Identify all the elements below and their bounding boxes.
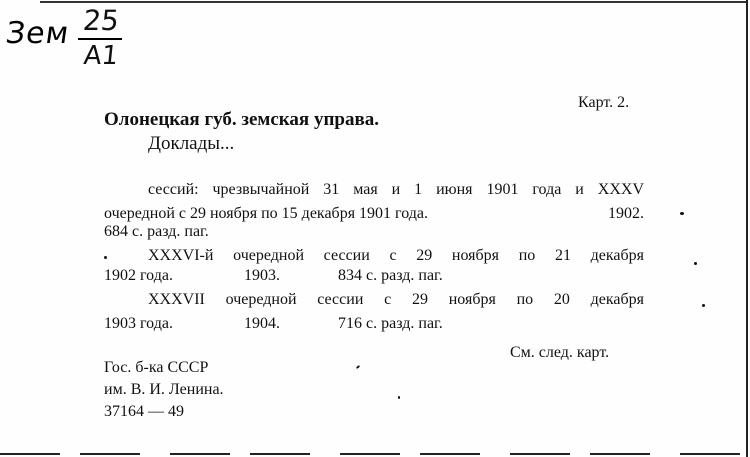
entry-1-year: 1902. bbox=[608, 205, 644, 222]
handwritten-shelfmark-fraction bbox=[78, 6, 124, 70]
library-inventory-number: 37164 — 49 bbox=[104, 403, 184, 420]
entry-2-line-1: XXXVI-й очередной сессии с 29 ноября по 21 декабря bbox=[148, 247, 644, 264]
fraction-bar bbox=[78, 38, 122, 40]
entry-1-line-1: сессий: чрезвычайной 31 мая и 1 июня 1901 года и XXXV bbox=[148, 181, 644, 198]
entry-2-line-2: 1902 года. bbox=[104, 267, 173, 284]
card-number: Карт. 2. bbox=[578, 94, 630, 111]
entry-3-line-1: XXXVII очередной сессии с 29 ноября по 20 декабря bbox=[148, 291, 644, 308]
handwritten-shelfmark-prefix: Зем bbox=[3, 16, 72, 51]
card-heading: Олонецкая губ. земская управа. bbox=[104, 109, 379, 130]
entry-3-line-2: 1903 года. bbox=[104, 315, 173, 332]
entry-2-year: 1903. bbox=[244, 267, 280, 284]
entry-1-line-3: 684 с. разд. паг. bbox=[104, 223, 209, 240]
scan-speck bbox=[398, 396, 400, 399]
scan-speck bbox=[694, 262, 697, 265]
card-right-edge bbox=[746, 0, 748, 457]
entry-2-pages: 834 с. разд. паг. bbox=[338, 267, 443, 284]
entry-1-line-2-row bbox=[104, 204, 644, 224]
see-next-card-note: См. след. карт. bbox=[510, 344, 610, 361]
library-name-line-2: им. В. И. Ленина. bbox=[104, 381, 224, 398]
card-top-edge bbox=[40, 1, 746, 3]
handwritten-shelfmark-numerator: 25 bbox=[81, 4, 121, 37]
entry-3-pages: 716 с. разд. паг. bbox=[338, 315, 443, 332]
card-subheading: Доклады... bbox=[148, 133, 235, 154]
scan-speck bbox=[702, 304, 705, 307]
entry-1-line-2: очередной с 29 ноября по 15 декабря 1901 года. bbox=[104, 205, 428, 222]
entry-3-year: 1904. bbox=[244, 315, 280, 332]
library-name-line-1: Гос. б-ка СССР bbox=[104, 359, 209, 376]
scan-speck bbox=[104, 256, 107, 259]
card-bottom-edge bbox=[0, 453, 750, 455]
scan-speck bbox=[356, 365, 360, 369]
handwritten-shelfmark-denominator: А1 bbox=[82, 41, 120, 71]
scan-speck bbox=[680, 212, 684, 215]
